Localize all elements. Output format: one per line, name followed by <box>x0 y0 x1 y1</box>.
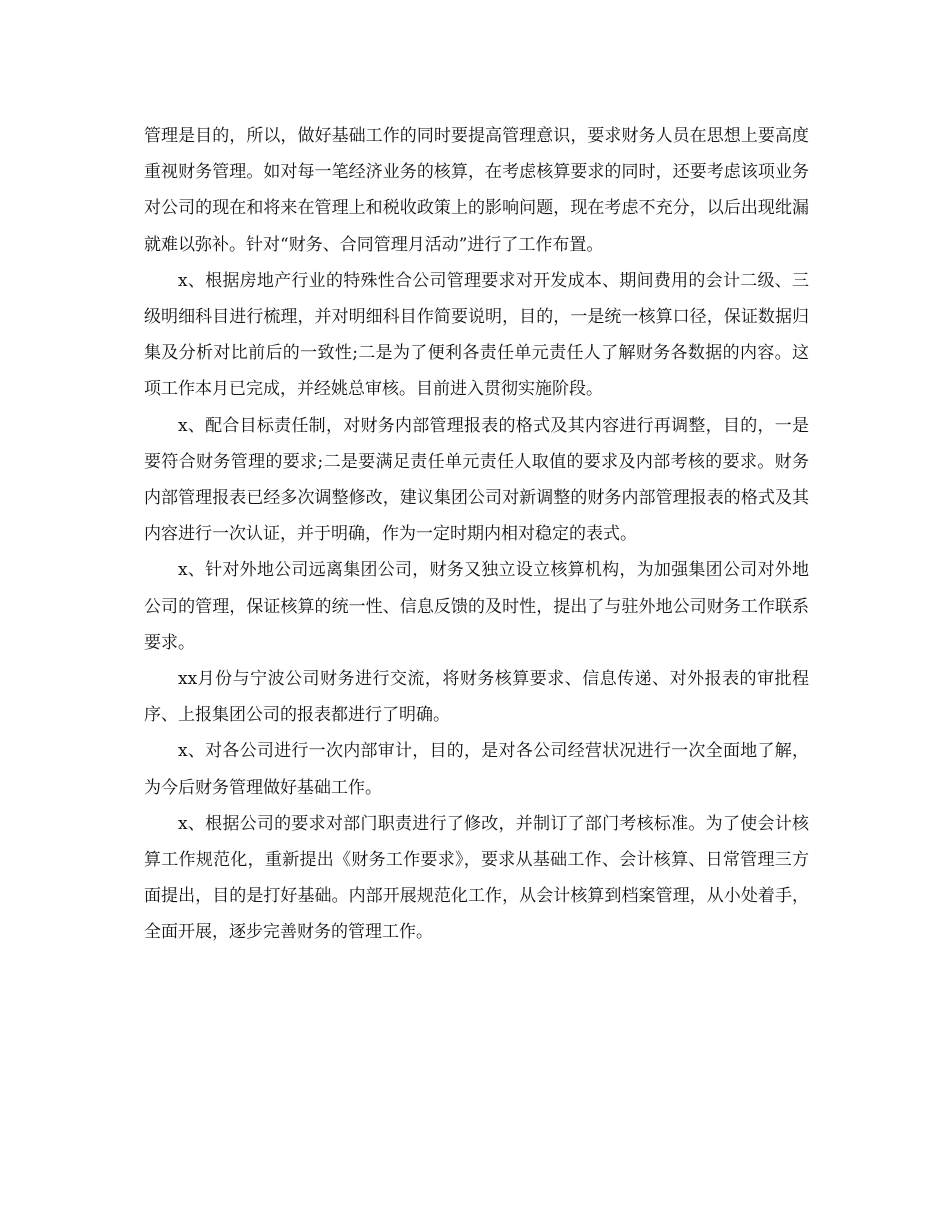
paragraph-item: x、对各公司进行一次内部审计，目的，是对各公司经营状况进行一次全面地了解，为今后财务管理做好基础工作。 <box>144 741 809 798</box>
paragraph-item: xx月份与宁波公司财务进行交流，将财务核算要求、信息传递、对外报表的审批程序、上报集团公司的报表都进行了明确。 <box>144 669 809 726</box>
paragraph-item: x、配合目标责任制，对财务内部管理报表的格式及其内容进行再调整，目的，一是要符合财务管理的要求;二是要满足责任单元责任人取值的要求及内部考核的要求。财务内部管理报表已经多次调整修改，建议集团公司对新调整的财务内部管理报表的格式及其内容进行一次认证，并于明确，作为一定时期内相对稳定的表式。 <box>144 415 809 545</box>
paragraph-item: x、根据公司的要求对部门职责进行了修改，并制订了部门考核标准。为了使会计核算工作规范化，重新提出《财务工作要求》，要求从基础工作、会计核算、日常管理三方面提出，目的是打好基础。内部开展规范化工作，从会计核算到档案管理，从小处着手，全面开展，逐步完善财务的管理工作。 <box>144 813 809 943</box>
paragraph-item: x、针对外地公司远离集团公司，财务又独立设立核算机构，为加强集团公司对外地公司的管理，保证核算的统一性、信息反馈的及时性，提出了与驻外地公司财务工作联系要求。 <box>144 560 809 653</box>
paragraph-item: x、根据房地产行业的特殊性合公司管理要求对开发成本、期间费用的会计二级、三级明细科目进行梳理，并对明细科目作简要说明，目的，一是统一核算口径，保证数据归集及分析对比前后的一致性;二是为了便利各责任单元责任人了解财务各数据的内容。这项工作本月已完成，并经姚总审核。目前进入贯彻实施阶段。 <box>144 270 809 400</box>
paragraph-continued: 管理是目的，所以，做好基础工作的同时要提高管理意识，要求财务人员在思想上要高度重视财务管理。如对每一笔经济业务的核算，在考虑核算要求的同时，还要考虑该项业务对公司的现在和将来在管理上和税收政策上的影响问题，现在考虑不充分，以后出现纰漏就难以弥补。针对“财务、合同管理月活动”进行了工作布置。 <box>144 126 809 255</box>
document-body <box>144 118 809 951</box>
